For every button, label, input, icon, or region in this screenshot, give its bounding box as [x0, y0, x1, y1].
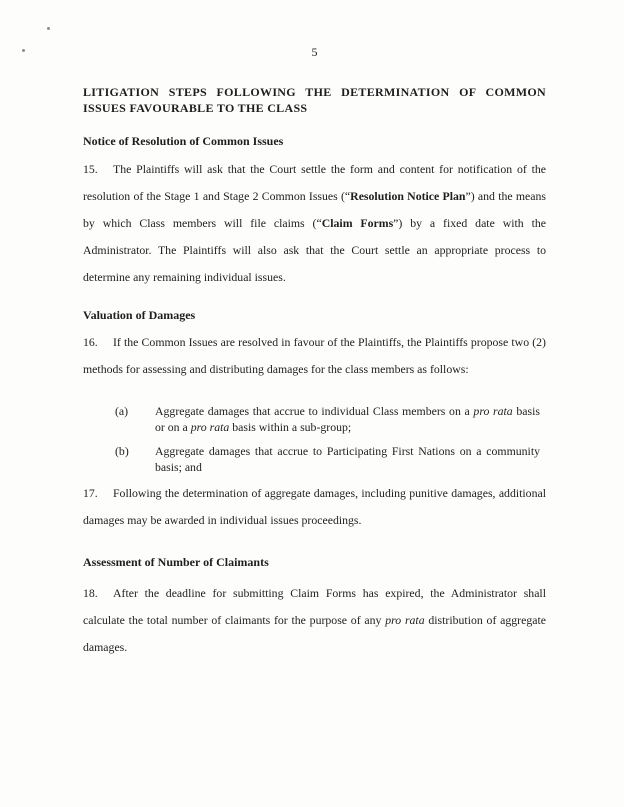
paragraph-15-text: [83, 162, 546, 284]
paragraph-15: [83, 156, 546, 291]
list-item-a-text: [155, 404, 540, 434]
text-run: Following the determination of aggregate damages, including punitive damages, additional damages may be awarded in individual issues proceedings.: [83, 486, 546, 527]
list-item-b-label: (b): [115, 444, 129, 458]
paragraph-16: [83, 329, 546, 383]
paragraph-17: [83, 480, 546, 534]
paragraph-16-text: [83, 335, 546, 376]
scan-speck: [22, 49, 25, 52]
text-run: basis within a sub-group;: [229, 419, 352, 434]
text-run: pro rata: [473, 404, 513, 418]
text-run: ”) by a fixed date with the Administrator. The Plaintiffs will also ask that the Court settle an appropriate process to determine any remaining individual issues.: [83, 216, 546, 284]
text-run: distribution of aggregate damages.: [83, 613, 546, 654]
damages-methods-list: [83, 404, 546, 475]
paragraph-18-text: [83, 586, 546, 654]
paragraph-17-text: [83, 486, 546, 527]
text-run: ”) and the means by which Class members will file claims (“: [83, 189, 547, 230]
list-item-b-text: [155, 444, 540, 474]
text-run: Aggregate damages that accrue to Participating First Nations on a community basis; and: [155, 444, 540, 474]
text-run: basis or on a: [155, 404, 540, 434]
scan-speck: [47, 27, 50, 30]
text-run: If the Common Issues are resolved in favour of the Plaintiffs, the Plaintiffs propose two (2) methods for assessing and distributing damages for the class members as follows:: [83, 335, 546, 376]
section-notice-of-resolution: [83, 133, 546, 291]
section-valuation-of-damages: [83, 307, 546, 534]
list-item-b: [115, 444, 540, 475]
text-run: pro rata: [385, 613, 425, 627]
paragraph-15-number: 15.: [83, 162, 98, 176]
subheading-assessment-of-claimants: Assessment of Number of Claimants: [83, 555, 269, 569]
text-run: Claim Forms: [321, 216, 394, 230]
text-run: Aggregate damages that accrue to individual Class members on a: [155, 404, 474, 418]
text-run: After the deadline for submitting Claim Forms has expired, the Administrator shall calculate the total number of claimants for the purpose of any: [83, 586, 546, 627]
paragraph-17-number: 17.: [83, 486, 98, 500]
page-number: 5: [311, 45, 318, 59]
subheading-notice-of-resolution: Notice of Resolution of Common Issues: [83, 134, 284, 148]
section-assessment-of-claimants: [83, 554, 546, 661]
list-item-a-label: (a): [115, 404, 129, 418]
text-run: Resolution Notice Plan: [350, 189, 466, 203]
main-heading: LITIGATION STEPS FOLLOWING THE DETERMINATION OF COMMON ISSUES FAVOURABLE TO THE CLASS: [83, 85, 546, 115]
list-item-a: [115, 404, 540, 435]
text-run: The Plaintiffs will ask that the Court settle the form and content for notification of the resolution of the Stage 1 and Stage 2 Common Issues (“: [83, 162, 546, 203]
text-run: pro rata: [190, 419, 230, 434]
paragraph-18-number: 18.: [83, 586, 98, 600]
subheading-valuation-of-damages: Valuation of Damages: [83, 308, 196, 322]
paragraph-18: [83, 580, 546, 661]
paragraph-16-number: 16.: [83, 335, 98, 349]
